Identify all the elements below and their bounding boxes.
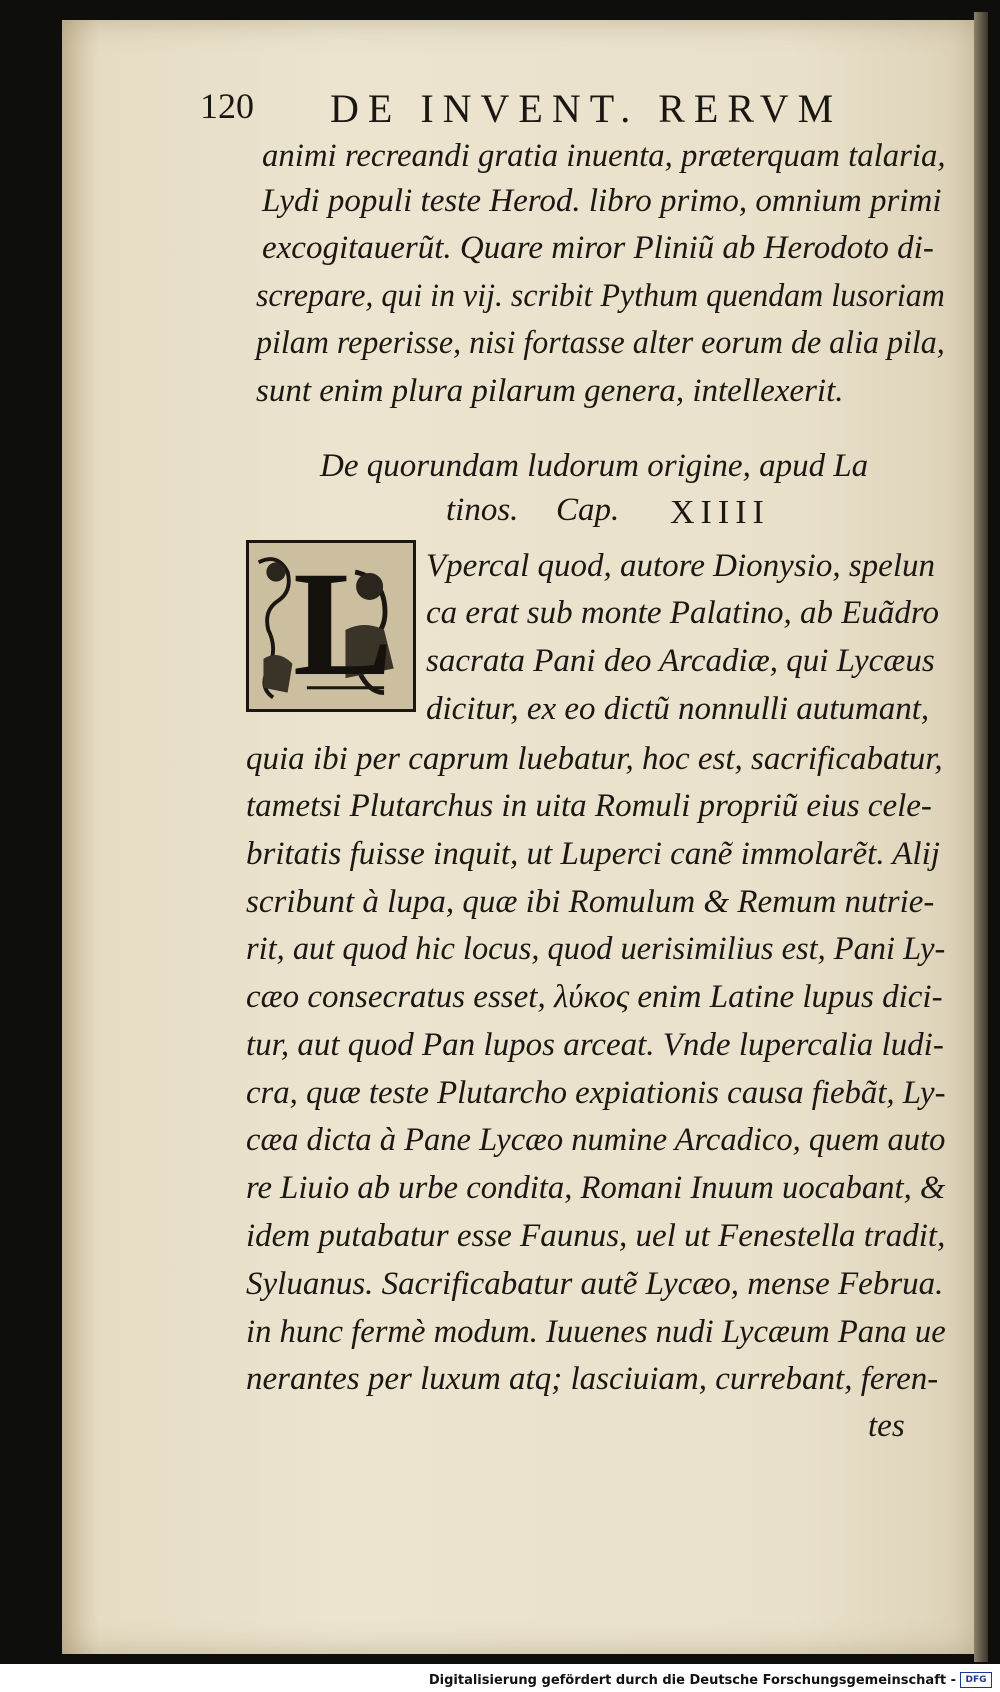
dfg-logo-icon: DFG <box>960 1672 992 1688</box>
catchword: tes <box>868 1408 905 1444</box>
text-line: in hunc fermè modum. Iuuenes nudi Lycæum Pana ue <box>246 1314 946 1350</box>
text-line: re Liuio ab urbe condita, Romani Inuum uocabant, & <box>246 1170 946 1206</box>
text-line: Lydi populi teste Herod. libro primo, omnium primi <box>262 183 942 219</box>
chapter-number: XIIII <box>670 494 770 531</box>
text-line: dicitur, ex eo dictũ nonnulli autumant, <box>426 691 930 727</box>
initial-letter: L <box>293 541 394 707</box>
page-number: 120 <box>200 86 254 126</box>
text-line: tametsi Plutarchus in uita Romuli propriũ eius cele- <box>246 788 932 824</box>
text-line: sacrata Pani deo Arcadiæ, qui Lycæus <box>426 643 935 679</box>
credit-text: Digitalisierung gefördert durch die Deutsche Forschungsgemeinschaft - <box>428 1672 956 1688</box>
chapter-heading-continued: tinos. <box>446 492 519 528</box>
woodcut-initial-icon <box>246 540 416 712</box>
text-line: nerantes per luxum atq; lasciuiam, currebant, feren- <box>246 1361 939 1397</box>
text-line: screpare, qui in vij. scribit Pythum quendam lusoriam <box>256 278 945 314</box>
running-title: DE INVENT. RERVM <box>330 86 843 131</box>
text-line: scribunt à lupa, quæ ibi Romulum & Remum nutrie- <box>246 884 935 920</box>
text-line: animi recreandi gratia inuenta, præterquam talaria, <box>262 138 946 174</box>
text-line: Syluanus. Sacrificabatur autẽ Lycæo, mense Februa. <box>246 1266 944 1302</box>
text-line: idem putabatur esse Faunus, uel ut Fenestella tradit, <box>246 1218 946 1254</box>
book-page-edge <box>974 12 988 1662</box>
text-line: sunt enim plura pilarum genera, intellexerit. <box>256 373 844 409</box>
text-line: Vpercal quod, autore Dionysio, spelun <box>426 548 935 584</box>
chapter-cap-label: Cap. <box>556 492 620 528</box>
text-line: britatis fuisse inquit, ut Luperci canẽ immolarẽt. Alij <box>246 836 940 872</box>
text-line: cra, quæ teste Plutarcho expiationis causa fiebãt, Ly- <box>246 1075 946 1111</box>
text-line: cæa dicta à Pane Lycæo numine Arcadico, quem auto <box>246 1122 946 1158</box>
text-line: quia ibi per caprum luebatur, hoc est, sacrificabatur, <box>246 741 943 777</box>
text-line: tur, aut quod Pan lupos arceat. Vnde lupercalia ludi- <box>246 1027 944 1063</box>
text-line: cæo consecratus esset, λύκος enim Latine lupus dici- <box>246 979 943 1015</box>
text-line: ca erat sub monte Palatino, ab Euãdro <box>426 595 939 631</box>
running-head <box>200 85 890 135</box>
digitization-credit <box>429 1672 992 1688</box>
text-line: rit, aut quod hic locus, quod uerisimilius est, Pani Ly- <box>246 931 946 967</box>
chapter-heading: De quorundam ludorum origine, apud La <box>320 448 869 484</box>
text-line: pilam reperisse, nisi fortasse alter eorum de alia pila, <box>256 325 945 361</box>
text-line: excogitauerũt. Quare miror Pliniũ ab Herodoto di- <box>262 230 934 266</box>
